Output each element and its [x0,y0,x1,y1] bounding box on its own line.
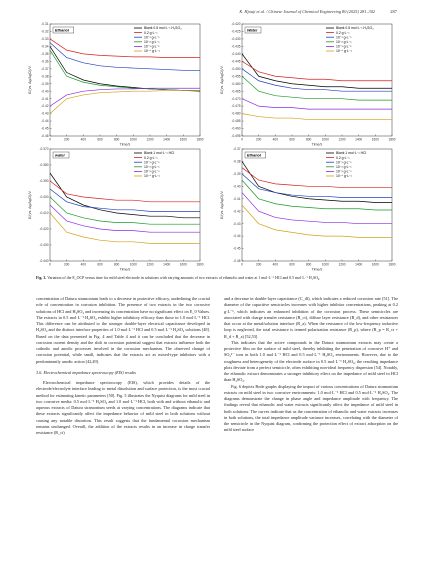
x-tick-label: 1000 [129,137,137,142]
y-tick-label: -0.470 [231,96,241,101]
paragraph: concentration of Datura stramonium leads to a decrease in protective efficacy, underlining the crucial role of concentration in corrosion inhibition. The presence of two extracts in the two corrosive solutions of HCl and H₂SO₄ and increasing its concentration have no significant effect on E_0 Values. The extracts in 0.5 mol·L⁻¹ H₂SO₄ exhibit higher inhibitory efficacy than those in 1.0 mol·L⁻¹ HCl. This difference can be attributed to the stronger double-layer electrical capacitance developed in H₂SO₄ and the distinct interface properties of 1.0 mol·L⁻¹ HCl and 0.5 mol·L⁻¹ H₂SO₄ solutions [48]. Based on the data presented in Fig. 4 and Table 4 and it can be concluded that the decrease in corrosion current density and the shift in corrosion potential suggest that extracts influence both the cathodic and anodic processes involved in the corrosion mechanism. The observed change of corrosion potential, while small, indicates that the extracts act as mixed-type inhibitors with a predominantly anodic action [42,49]. [36,296,210,364]
x-tick-label: 1000 [321,137,329,142]
caption-label: Fig. 3. [36,276,47,280]
legend-entry: 10⁻² g·L⁻¹ [144,165,160,169]
y-tick-label: -0.32 [41,29,49,34]
y-axis-label: E/(vs. Ag/AgCl)/V [220,66,224,94]
x-tick-label: 1600 [179,137,187,142]
y-tick-label: -0.450 [231,66,241,71]
legend-entry: 10⁻⁴ g·L⁻¹ [336,174,352,179]
x-tick-label: 1800 [196,137,204,142]
paragraph: and a decrease in double-layer capacitance (C_dl), which indicates a reduced corrosion rate [51]. The diameter of the capacitive semicircles increases with higher inhibitor concentrations, peaking at 0.2 g·L⁻¹, which indicates an enhanced inhibition of the corrosion process. These semicircles are associated with charge transfer resistance (R_ct), diffuse layer resistance (R_d), and other resistances that occur at the metal/solution interface (R_a). When the resistance of the low-frequency inductive loop is neglected, the total resistance is termed polarization resistance (R_p), where (R_p = R_ct + R_d + R_a) [52,53]. [224,296,398,339]
x-tick-label: 600 [97,137,103,142]
y-tick-label: -0.46 [233,259,241,264]
right-column [224,296,398,434]
panel-tag: Ethanol [55,28,69,33]
chart-panel-top-right [220,22,396,146]
legend-entry: 10⁻¹ g·L⁻¹ [144,160,160,165]
figure-caption [36,276,399,281]
y-tick-label: -0.390 [39,179,49,184]
y-tick-label: -0.440 [231,51,241,56]
x-tick-label: 1200 [338,262,346,267]
paragraph: This indicates that the active compounds in the Datura stramonium extracts may create a protective film on the surface of mild steel, thereby inhibiting the penetration of corrosive H⁺ and SO₄²⁻ ions in both 1.0 mol·L⁻¹ HCl and 0.5 mol·L⁻¹ H₂SO₄ environments. However, due to the roughness and heterogeneity of the electrode surface in 0.5 mol·L⁻¹ H₂SO₄, the resulting impedance plots deviate from a perfect semicircle, often exhibiting non-ideal frequency dispersion [54]. Notably, the ethanolic extract demonstrates a stronger inhibitory effect on the impedance of mild steel in HCl than H₂SO₄. [224,339,398,383]
legend-entry: 0.2 g·L⁻¹ [144,155,158,160]
x-tick-label: 800 [114,137,120,142]
y-tick-label: -0.455 [231,74,241,79]
x-tick-label: 1800 [196,262,204,267]
legend-entry: 0.2 g·L⁻¹ [336,30,350,35]
y-tick-label: -0.43 [41,111,49,116]
x-tick-label: 400 [80,262,86,267]
y-tick-label: -0.43 [233,221,241,226]
y-tick-label: -0.40 [41,89,49,94]
legend-entry: 0.2 g·L⁻¹ [336,155,350,160]
y-tick-label: -0.420 [39,227,49,232]
paragraph: Electrochemical impedance spectroscopy (EIS), which provides details of the electrode/electrolyte interface leading to metal dissolution and surface protection, is the most crucial method for estimating kinetic parameters [50]. Fig. 5 illustrates the Nyquist diagrams for mild steel in two corrosive media: 0.5 mol·L⁻¹ H₂SO₄ and 1.0 mol·L⁻¹ HCl, both with and without ethanolic and aqueous extracts of Datura stramonium seeds at varying concentrations. The diagrams indicate that these extracts significantly affect the impedance behavior of mild steel in both solutions without causing any notable distortion. This result suggests that the fundamental corrosion mechanism remains unchanged. Overall, the addition of the extracts results in an increase in charge transfer resistance (R_ct) [36,380,210,435]
y-tick-label: -0.425 [231,29,241,34]
y-tick-label: -0.35 [41,51,49,56]
y-tick-label: -0.440 [39,259,49,264]
y-tick-label: -0.36 [41,59,49,64]
x-tick-label: 1600 [179,262,187,267]
chart-panel-bottom-right [220,147,396,271]
legend-entry: Blank 1 mol·L⁻¹ HCl [336,151,367,156]
y-axis-label: E/(vs. Ag/AgCl)/V [28,191,32,219]
plot-frame [242,24,392,136]
legend-entry: 10⁻³ g·L⁻¹ [144,169,160,174]
y-tick-label: -0.44 [41,119,49,124]
x-tick-label: 1800 [388,137,396,142]
legend-entry: 10⁻² g·L⁻¹ [336,165,352,169]
y-tick-label: -0.370 [39,147,49,152]
legend-entry: 10⁻¹ g·L⁻¹ [144,35,160,40]
x-tick-label: 400 [272,137,278,142]
x-tick-label: 400 [272,262,278,267]
legend-entry: 10⁻¹ g·L⁻¹ [336,35,352,40]
chart-panel-bottom-left [28,147,204,271]
x-tick-label: 600 [289,262,295,267]
y-tick-label: -0.480 [231,111,241,116]
x-tick-label: 1600 [371,262,379,267]
legend-entry: 10⁻¹ g·L⁻¹ [336,160,352,165]
x-tick-label: 200 [256,137,262,142]
x-tick-label: 0 [49,262,51,267]
y-tick-label: -0.38 [41,74,49,79]
x-tick-label: 800 [114,262,120,267]
y-tick-label: -0.33 [41,37,49,42]
x-axis-label: Time/s [311,142,323,147]
y-tick-label: -0.31 [41,22,49,27]
x-tick-label: 800 [306,262,312,267]
section-heading: 3.6. Electrochemical impedance spectroscopy (EIS) results [36,369,136,375]
y-tick-label: -0.475 [231,104,241,109]
x-axis-label: Time/s [311,267,323,272]
y-tick-label: -0.38 [233,159,241,164]
y-tick-label: -0.44 [233,234,241,239]
paragraph: Fig. 6 depicts Bode graphs displaying the impact of various concentrations of Datura stramonium extracts on mild steel in two corrosive environments: 1.0 mol·L⁻¹ HCl and 0.5 mol·L⁻¹ H₂SO₄. The diagrams demonstrate the change in phase angle and impedance amplitude with frequency. The findings reveal that ethanolic and water extracts significantly affect the impedance of mild steel in both solutions. The curves indicate that as the concentration of ethanolic and water extracts increases in both solutions, the total impedance amplitude variance increases, correlating with the diameter of the semicircle in the Nyquist diagram, confirming the protection effect of extract adsorption on the mild steel surface [224,383,398,433]
legend-entry: 10⁻³ g·L⁻¹ [144,44,160,49]
y-tick-label: -0.42 [233,209,241,214]
y-tick-label: -0.39 [233,171,241,176]
legend-entry: 0.2 g·L⁻¹ [144,30,158,35]
journal-citation: K. Hjouji et al. / Chinese Journal of Chemical Engineering 80 (2025) 281–302 [239,9,375,14]
x-tick-label: 1000 [321,262,329,267]
plot-frame [242,149,392,261]
y-axis-label: E/(vs. Ag/AgCl)/V [28,66,32,94]
x-tick-label: 0 [49,137,51,142]
y-tick-label: -0.37 [41,66,49,71]
legend-entry: Blank 0.5 mol·L⁻¹ H₂SO₄ [144,26,182,31]
y-tick-label: -0.465 [231,89,241,94]
x-tick-label: 1400 [355,262,363,267]
y-tick-label: -0.460 [231,81,241,86]
y-axis-label: E/(vs. Ag/AgCl)/V [220,191,224,219]
y-tick-label: -0.45 [41,126,49,131]
y-tick-label: -0.40 [233,184,241,189]
legend-entry: Blank 1 mol·L⁻¹ HCl [144,151,175,156]
x-tick-label: 0 [241,262,243,267]
x-tick-label: 1400 [163,262,171,267]
y-tick-label: -0.41 [41,96,49,101]
y-tick-label: -0.42 [41,104,49,109]
legend-entry: 10⁻³ g·L⁻¹ [336,44,352,49]
panel-tag: Ethanol [247,153,261,158]
x-tick-label: 1800 [388,262,396,267]
y-tick-label: -0.400 [39,195,49,200]
panel-tag: Water [247,28,258,33]
y-tick-label: -0.495 [231,134,241,139]
x-axis-label: Time/s [119,267,131,272]
x-tick-label: 1600 [371,137,379,142]
y-tick-label: -0.34 [41,44,49,49]
caption-text: Variation of the E_OCP versus time for mild steel electrode in solutions with varying amounts of two extracts of ethanolic and water at 1 mol·L⁻¹ HCl and 0.5 mol·L⁻¹ H₂SO₄. [47,276,321,280]
figure-3 [24,22,404,272]
x-tick-label: 1400 [355,137,363,142]
legend-entry: Blank 0.5 mol·L⁻¹ H₂SO₄ [336,26,374,31]
y-tick-label: -0.46 [41,134,49,139]
x-tick-label: 0 [241,137,243,142]
y-tick-label: -0.435 [231,44,241,49]
left-column [36,296,210,436]
legend-entry: 10⁻² g·L⁻¹ [336,40,352,44]
plot-frame [50,149,200,261]
x-tick-label: 800 [306,137,312,142]
x-tick-label: 1200 [338,137,346,142]
y-tick-label: -0.430 [39,243,49,248]
x-tick-label: 200 [64,262,70,267]
x-tick-label: 1200 [146,262,154,267]
y-tick-label: -0.490 [231,126,241,131]
legend-entry: 10⁻⁴ g·L⁻¹ [144,174,160,179]
x-tick-label: 200 [64,137,70,142]
x-tick-label: 1000 [129,262,137,267]
y-tick-label: -0.485 [231,119,241,124]
page-number: 287 [390,9,397,14]
x-tick-label: 200 [256,262,262,267]
plot-frame [50,24,200,136]
chart-panel-top-left [28,22,204,146]
x-tick-label: 400 [80,137,86,142]
running-header [36,9,397,19]
y-tick-label: -0.37 [233,147,241,152]
x-tick-label: 1200 [146,137,154,142]
y-tick-label: -0.420 [231,22,241,27]
x-tick-label: 600 [97,262,103,267]
y-tick-label: -0.39 [41,81,49,86]
y-tick-label: -0.380 [39,163,49,168]
legend-entry: 10⁻² g·L⁻¹ [144,40,160,44]
x-tick-label: 600 [289,137,295,142]
legend-entry: 10⁻⁴ g·L⁻¹ [144,49,160,54]
legend-entry: 10⁻³ g·L⁻¹ [336,169,352,174]
y-tick-label: -0.45 [233,246,241,251]
legend-entry: 10⁻⁴ g·L⁻¹ [336,49,352,54]
x-axis-label: Time/s [119,142,131,147]
y-tick-label: -0.430 [231,37,241,42]
y-tick-label: -0.410 [39,211,49,216]
y-tick-label: -0.41 [233,196,241,201]
x-tick-label: 1400 [163,137,171,142]
panel-tag: water [55,153,65,158]
y-tick-label: -0.445 [231,59,241,64]
